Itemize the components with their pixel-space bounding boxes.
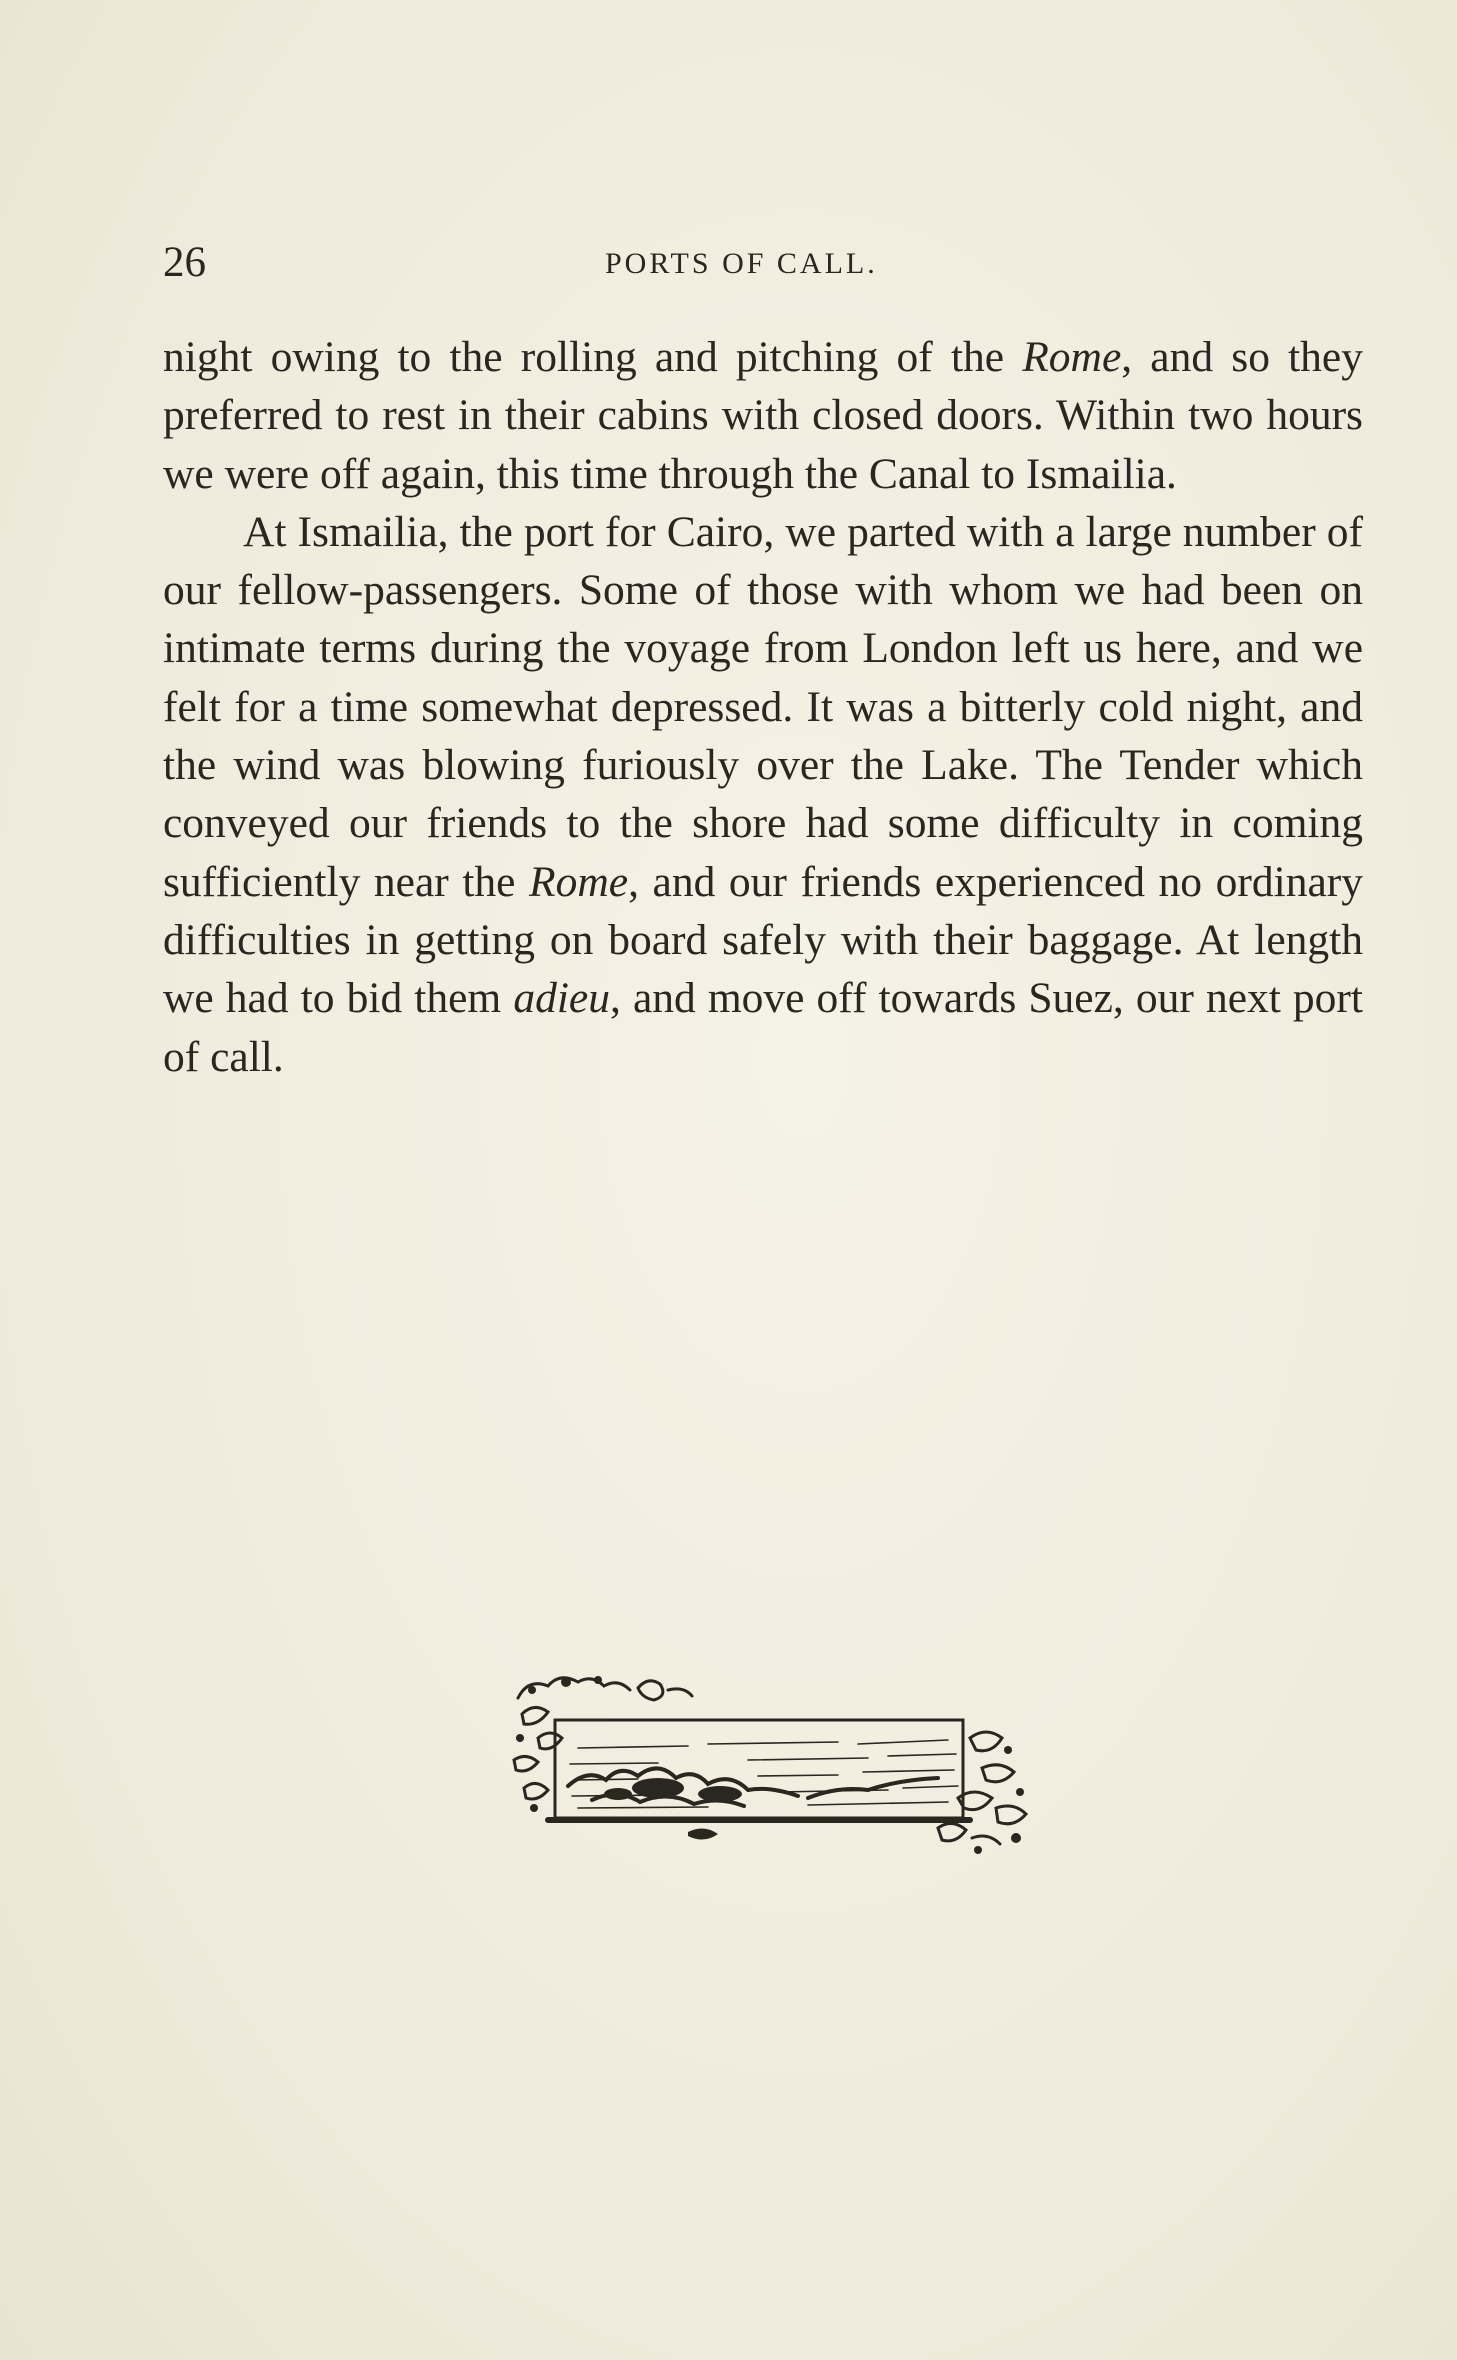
paragraph-2: [163, 503, 1363, 1086]
text-run: , and so they preferred to rest in their cabins with closed doors. Within two hours we were off again, this time through the Canal to Ismailia.: [163, 333, 1363, 498]
tailpiece-vignette-icon: [508, 1668, 1043, 1854]
text-run: At Ismailia, the port for Cairo, we parted with a large number of our fellow-passengers. Some of those with whom we had been on intimate terms during the voyage from London left us here, and we felt for a time somewhat depressed. It was a bitterly cold night, and the wind was blowing furiously over the Lake. The Tender which conveyed our friends to the shore had some difficulty in coming sufficiently near the: [163, 507, 1363, 906]
running-title: PORTS OF CALL.: [605, 247, 878, 280]
body-text: [163, 328, 1363, 1086]
italic-text: adieu: [513, 974, 610, 1023]
running-head: [163, 238, 1363, 288]
text-run: night owing to the rolling and pitching of the: [163, 333, 1023, 381]
page-number: 26: [163, 239, 206, 286]
italic-text: Rome: [529, 857, 629, 906]
text-run: , and move off towards Suez, our next port of call.: [163, 974, 1363, 1081]
text-run: , and our friends experienced no ordinary difficulties in getting on board safely with their baggage. At length we had to bid them: [163, 857, 1363, 1023]
paragraph-1: [163, 328, 1363, 503]
italic-text: Rome: [1022, 333, 1122, 381]
